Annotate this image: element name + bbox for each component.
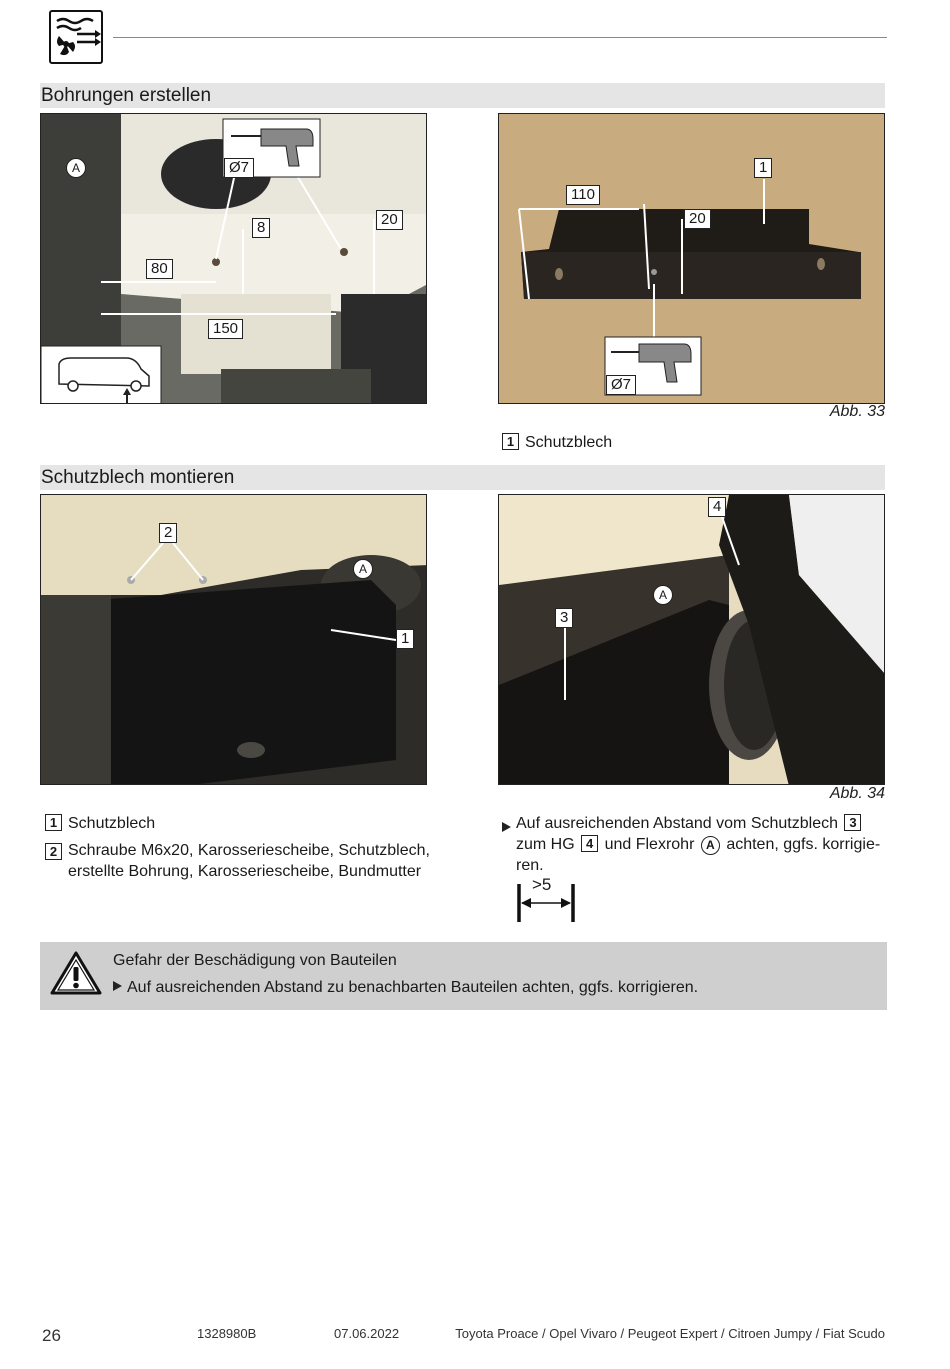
instruction-clearance	[502, 813, 885, 876]
instruction-text: zum HG	[516, 836, 575, 853]
heater-fan-icon	[51, 12, 101, 62]
label-shield-1: 1	[754, 158, 772, 178]
legend-text: Schraube M6x20, Karosseriescheibe, Schutzblech, erstellte Bohrung, Karosseriescheibe, Bundmutter	[68, 842, 430, 880]
warning-box	[40, 942, 887, 1010]
legend-text: Schutzblech	[525, 434, 613, 451]
label-a-mounted: A	[353, 559, 373, 579]
warning-title: Gefahr der Beschädigung von Bauteilen	[113, 952, 397, 969]
logo	[49, 10, 103, 64]
label-shield-3: 3	[555, 608, 573, 628]
figure-caption-33: Abb. 33	[829, 403, 885, 420]
legend-number: 1	[502, 433, 519, 450]
instruction-text: und Flexrohr	[604, 836, 695, 853]
label-dim-110: 110	[566, 185, 600, 205]
label-hg-4: 4	[708, 497, 726, 517]
distance-symbol	[516, 876, 578, 924]
instruction-text: Auf ausreichenden Abstand vom Schutzblech	[516, 815, 838, 832]
instruction-text: achten, ggfs. korrigie-ren.	[516, 836, 881, 874]
figure-caption-34: Abb. 34	[829, 785, 885, 802]
legend-item	[45, 840, 440, 882]
legend-item	[502, 432, 612, 453]
photo-shield-mounted	[40, 494, 427, 785]
header-rule	[113, 37, 887, 38]
bullet-arrow-icon	[502, 822, 511, 832]
doc-number: 1328980B	[197, 1326, 257, 1341]
label-shield-1-mounted: 1	[396, 629, 414, 649]
warning-instruction	[113, 979, 698, 997]
distance-label: >5	[532, 875, 552, 894]
label-dim-20: 20	[376, 210, 403, 230]
label-a-clearance: A	[653, 585, 673, 605]
legend-text: Schutzblech	[68, 815, 156, 832]
legend-item	[45, 813, 440, 834]
warning-triangle-icon	[50, 950, 102, 996]
ref-shield-3: 3	[844, 814, 861, 831]
label-dim-8: 8	[252, 218, 270, 238]
doc-date: 07.06.2022	[334, 1326, 400, 1341]
legend-number: 2	[45, 843, 62, 860]
label-screw-2: 2	[159, 523, 177, 543]
vehicle-models: Toyota Proace / Opel Vivaro / Peugeot Expert / Citroen Jumpy / Fiat Scudo	[455, 1326, 885, 1341]
bullet-arrow-icon	[113, 981, 122, 991]
label-dim-20-shield: 20	[684, 209, 711, 229]
legend-list	[45, 813, 440, 882]
photo-drill-positions-shield	[498, 113, 885, 404]
label-dim-150: 150	[208, 319, 243, 339]
ref-hg-4: 4	[581, 835, 598, 852]
label-drill-diameter: Ø7	[224, 158, 254, 178]
label-drill-diameter-shield: Ø7	[606, 375, 636, 395]
page-number: 26	[42, 1326, 61, 1345]
legend-number: 1	[45, 814, 62, 831]
photo-shield-clearance	[498, 494, 885, 785]
photo-drill-positions-vehicle	[40, 113, 427, 404]
warning-text: Auf ausreichenden Abstand zu benachbarten Bauteilen achten, ggfs. korrigieren.	[127, 979, 699, 996]
label-a: A	[66, 158, 86, 178]
ref-flexrohr-a: A	[701, 836, 720, 855]
label-dim-80: 80	[146, 259, 173, 279]
section-title-schutzblech: Schutzblech montieren	[40, 465, 885, 490]
section-title-bohrungen: Bohrungen erstellen	[40, 83, 885, 108]
